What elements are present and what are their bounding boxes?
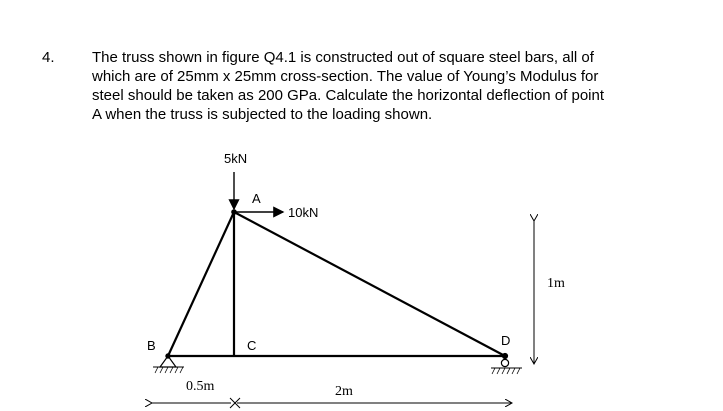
question-line-1: The truss shown in figure Q4.1 is constructed out of square steel bars, all of	[92, 49, 594, 66]
node-d-label: D	[501, 333, 511, 348]
member-ad	[234, 212, 505, 356]
question-number: 4.	[42, 49, 55, 66]
question-line-4: A when the truss is subjected to the loading shown.	[92, 106, 433, 123]
load-horizontal-label: 10kN	[288, 205, 319, 220]
member-ba	[168, 212, 234, 356]
left-dimension-label: 0.5m	[186, 379, 215, 394]
question-line-2: which are of 25mm x 25mm cross-section. The value of Young’s Modulus for	[92, 68, 599, 85]
load-vertical-label: 5kN	[224, 151, 248, 166]
joint-a	[231, 209, 237, 215]
truss-members	[168, 212, 505, 356]
height-dimension-label: 1m	[547, 276, 565, 291]
question-line-3: steel should be taken as 200 GPa. Calculate the horizontal deflection of point	[92, 87, 604, 104]
node-c-label: C	[247, 338, 257, 353]
node-a-label: A	[252, 191, 261, 206]
right-dimension-label: 2m	[335, 384, 353, 399]
node-b-label: B	[147, 338, 156, 353]
